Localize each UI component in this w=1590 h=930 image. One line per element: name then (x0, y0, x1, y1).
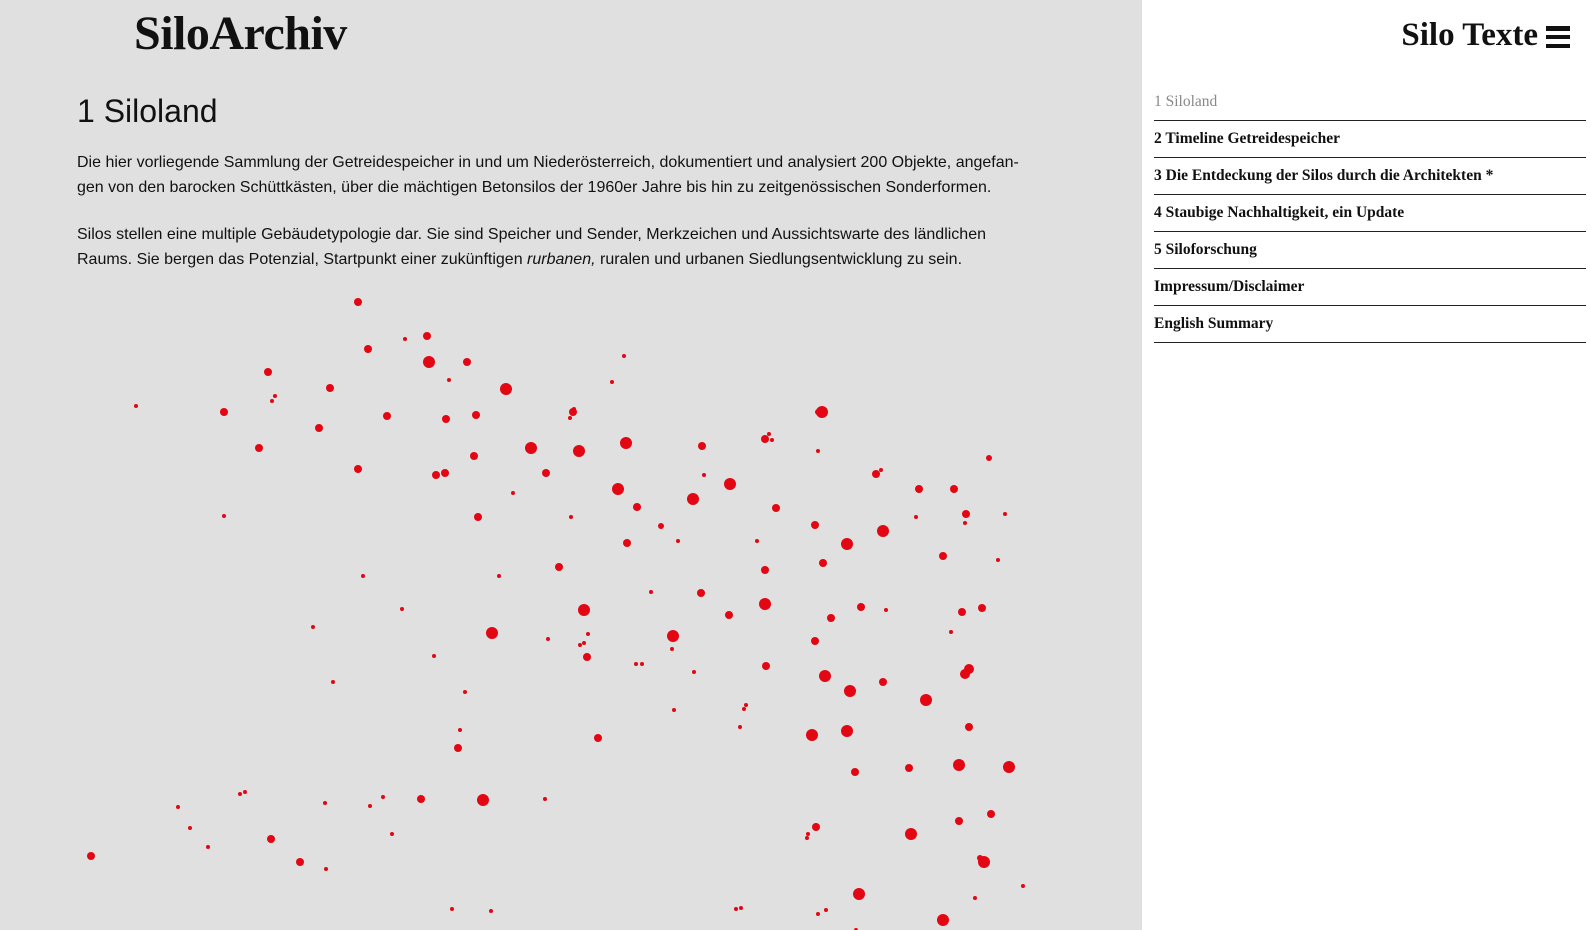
silo-location-dot[interactable] (364, 345, 372, 353)
paragraph-2-text: Silos stellen eine multiple Gebäudetypologie dar. Sie sind Speicher und Sender, Merkzeichen und Aussichtswarte des ländlichen Raums. Sie bergen das Potenzial, Startpunkt einer zukünftigen (77, 226, 986, 268)
silo-location-dot[interactable] (331, 680, 335, 684)
silo-location-dot[interactable] (255, 444, 263, 452)
silo-location-dot[interactable] (851, 768, 859, 776)
nav-item-siloforschung[interactable]: 5 Siloforschung (1154, 232, 1586, 269)
silo-location-dot[interactable] (296, 858, 304, 866)
silo-location-dot[interactable] (879, 468, 883, 472)
silo-location-dot[interactable] (805, 836, 809, 840)
silo-location-dot[interactable] (649, 590, 653, 594)
silo-location-dot[interactable] (361, 574, 365, 578)
silo-location-dot[interactable] (311, 625, 315, 629)
silo-location-dot[interactable] (497, 574, 501, 578)
silo-location-dot[interactable] (841, 538, 853, 550)
silo-location-dot[interactable] (324, 867, 328, 871)
silo-location-dot[interactable] (470, 452, 478, 460)
intro-text (77, 151, 1037, 295)
silo-location-dot[interactable] (676, 539, 680, 543)
silo-location-dot[interactable] (815, 409, 821, 415)
silo-location-dot[interactable] (742, 707, 746, 711)
silo-location-dot[interactable] (761, 435, 769, 443)
silo-location-dot[interactable] (950, 485, 958, 493)
silo-location-dot[interactable] (267, 835, 275, 843)
silo-location-dot[interactable] (176, 805, 180, 809)
silo-location-dot[interactable] (1003, 761, 1015, 773)
silo-location-dot[interactable] (734, 907, 738, 911)
silo-location-dot[interactable] (403, 337, 407, 341)
silo-location-dot[interactable] (383, 412, 391, 420)
silo-location-dot[interactable] (572, 407, 576, 411)
silo-location-dot[interactable] (670, 647, 674, 651)
silo-location-dot[interactable] (315, 424, 323, 432)
silo-location-dot[interactable] (811, 637, 819, 645)
silo-location-dot[interactable] (368, 804, 372, 808)
silo-location-dot[interactable] (633, 503, 641, 511)
silo-location-dot[interactable] (220, 408, 228, 416)
nav-item-english-summary[interactable]: English Summary (1154, 306, 1586, 343)
silo-location-dot[interactable] (724, 478, 736, 490)
silo-location-dot[interactable] (454, 744, 462, 752)
silo-location-dot[interactable] (905, 764, 913, 772)
silo-location-dot[interactable] (463, 690, 467, 694)
silo-location-dot[interactable] (672, 708, 676, 712)
silo-location-dot[interactable] (772, 504, 780, 512)
silo-location-dot[interactable] (222, 514, 226, 518)
silo-location-dot[interactable] (978, 604, 986, 612)
silo-location-dot[interactable] (958, 608, 966, 616)
site-logo[interactable]: SiloArchiv (134, 7, 347, 60)
chapter-title: 1 Siloland (77, 93, 218, 129)
silo-location-dot[interactable] (697, 589, 705, 597)
silo-location-dot[interactable] (441, 469, 449, 477)
silo-location-dot[interactable] (905, 828, 917, 840)
silo-location-dot[interactable] (243, 790, 247, 794)
silo-location-dot[interactable] (811, 521, 819, 529)
silo-location-dot[interactable] (738, 725, 742, 729)
silo-location-dot[interactable] (812, 823, 820, 831)
silo-location-dot[interactable] (806, 832, 810, 836)
silo-location-dot[interactable] (819, 559, 827, 567)
silo-location-dot[interactable] (326, 384, 334, 392)
silo-location-dot[interactable] (573, 445, 585, 457)
silo-location-dot[interactable] (610, 380, 614, 384)
silo-location-dot[interactable] (915, 485, 923, 493)
silo-location-dot[interactable] (634, 662, 638, 666)
silo-location-dot[interactable] (725, 611, 733, 619)
silo-location-dot[interactable] (543, 797, 547, 801)
paragraph-2-italic: rurbanen, (527, 250, 596, 268)
silo-location-dot[interactable] (841, 725, 853, 737)
silo-location-dot[interactable] (806, 729, 818, 741)
silo-location-dot[interactable] (824, 908, 828, 912)
silo-location-dot[interactable] (879, 678, 887, 686)
silo-location-dot[interactable] (578, 604, 590, 616)
silo-location-dot[interactable] (134, 404, 138, 408)
silo-location-dot[interactable] (623, 539, 631, 547)
silo-location-dot[interactable] (770, 438, 774, 442)
silo-location-dot[interactable] (949, 630, 953, 634)
silo-location-dot[interactable] (206, 845, 210, 849)
silo-location-dot[interactable] (569, 515, 573, 519)
paragraph-2-text-end: ruralen und urbanen Siedlungsentwicklung zu sein. (595, 250, 963, 268)
silo-location-dot[interactable] (953, 759, 965, 771)
silo-location-dot[interactable] (188, 826, 192, 830)
silo-location-dot[interactable] (612, 483, 624, 495)
silo-location-dot[interactable] (914, 515, 918, 519)
nav-item-entdeckung[interactable]: 3 Die Entdeckung der Silos durch die Architekten * (1154, 158, 1586, 195)
silo-location-dot[interactable] (857, 603, 865, 611)
silo-location-dot[interactable] (872, 470, 880, 478)
silo-location-dot[interactable] (1021, 884, 1025, 888)
silo-location-dot[interactable] (755, 539, 759, 543)
silo-location-dot[interactable] (542, 469, 550, 477)
silo-location-dot[interactable] (658, 523, 664, 529)
silo-location-dot[interactable] (417, 795, 425, 803)
silo-location-dot[interactable] (381, 795, 385, 799)
silo-location-dot[interactable] (583, 653, 591, 661)
sidebar (1142, 0, 1590, 930)
silo-location-dot[interactable] (511, 491, 515, 495)
silo-location-dot[interactable] (986, 455, 992, 461)
silo-location-dot[interactable] (423, 356, 435, 368)
silo-location-dot[interactable] (1003, 512, 1007, 516)
silo-location-dot[interactable] (816, 449, 820, 453)
silo-location-dot[interactable] (458, 728, 462, 732)
silo-location-dot[interactable] (474, 513, 482, 521)
silo-location-dot[interactable] (390, 832, 394, 836)
sidebar-title[interactable]: Silo Texte (1401, 17, 1538, 53)
silo-location-dot[interactable] (323, 801, 327, 805)
silo-location-dot[interactable] (486, 627, 498, 639)
silo-location-dot[interactable] (546, 637, 550, 641)
silo-location-dot[interactable] (973, 896, 977, 900)
silo-location-dot[interactable] (920, 694, 932, 706)
hamburger-menu-icon[interactable] (1546, 26, 1570, 48)
silo-location-dot[interactable] (594, 734, 602, 742)
intro-paragraph-1: Die hier vorliegende Sammlung der Getreidespeicher in und um Niederösterreich, dokumentiert und analysiert 200 Objekte, angefan-gen von den barocken Schüttkästen, über die mächtigen Betonsilos der 1960er Jahre bis hin zu zeitgenössischen Sonderformen. (77, 154, 1019, 196)
silo-location-dot[interactable] (264, 368, 272, 376)
silo-location-dot[interactable] (270, 399, 274, 403)
nav-item-timeline[interactable]: 2 Timeline Getreidespeicher (1154, 121, 1586, 158)
silo-location-dot[interactable] (447, 378, 451, 382)
silo-location-dot[interactable] (354, 465, 362, 473)
silo-location-dot[interactable] (463, 358, 471, 366)
silo-location-dot[interactable] (500, 383, 512, 395)
silo-location-dot[interactable] (702, 473, 706, 477)
silo-location-dot[interactable] (423, 332, 431, 340)
nav-item-siloland[interactable]: 1 Siloland (1154, 84, 1586, 121)
silo-location-dot[interactable] (960, 669, 970, 679)
silo-location-dot[interactable] (955, 817, 963, 825)
silo-location-dot[interactable] (819, 670, 831, 682)
silo-location-dot[interactable] (472, 411, 480, 419)
silo-location-dot[interactable] (761, 566, 769, 574)
silo-location-dot[interactable] (987, 810, 995, 818)
silo-location-dot[interactable] (354, 298, 362, 306)
silo-location-dot[interactable] (667, 630, 679, 642)
silo-location-dot[interactable] (432, 471, 440, 479)
silo-location-dot[interactable] (432, 654, 436, 658)
silo-location-dot[interactable] (640, 662, 644, 666)
sidebar-header[interactable] (1401, 14, 1570, 56)
silo-location-dot[interactable] (555, 563, 563, 571)
silo-location-dot[interactable] (816, 912, 820, 916)
silo-location-dot[interactable] (759, 598, 771, 610)
nav-item-nachhaltigkeit[interactable]: 4 Staubige Nachhaltigkeit, ein Update (1154, 195, 1586, 232)
silo-location-dot[interactable] (963, 521, 967, 525)
silo-location-dot[interactable] (442, 415, 450, 423)
silo-location-dot[interactable] (586, 632, 590, 636)
silo-location-dot[interactable] (489, 909, 493, 913)
silo-location-dot[interactable] (962, 510, 970, 518)
silo-location-dot[interactable] (853, 888, 865, 900)
silo-location-dot[interactable] (622, 354, 626, 358)
silo-location-dot[interactable] (937, 914, 949, 926)
silo-location-dot[interactable] (744, 703, 748, 707)
silo-location-dot[interactable] (844, 685, 856, 697)
chapter-nav (1154, 84, 1586, 343)
silo-location-dot[interactable] (687, 493, 699, 505)
silo-location-dot[interactable] (965, 723, 973, 731)
silo-location-dot[interactable] (698, 442, 706, 450)
silo-location-dot[interactable] (87, 852, 95, 860)
silo-location-dot[interactable] (568, 416, 572, 420)
silo-location-dot[interactable] (238, 792, 242, 796)
silo-location-dot[interactable] (827, 614, 835, 622)
silo-location-dot[interactable] (739, 906, 743, 910)
intro-paragraph-2 (77, 223, 1037, 272)
silo-location-dot[interactable] (450, 907, 454, 911)
silo-location-dot[interactable] (877, 525, 889, 537)
silo-location-dot[interactable] (692, 670, 696, 674)
silo-location-dot[interactable] (273, 394, 277, 398)
silo-location-dot[interactable] (996, 558, 1000, 562)
silo-location-dot[interactable] (767, 432, 771, 436)
silo-location-dot[interactable] (400, 607, 404, 611)
silo-location-dot[interactable] (762, 662, 770, 670)
silo-location-dot[interactable] (884, 608, 888, 612)
silo-location-dot[interactable] (939, 552, 947, 560)
silo-location-dot[interactable] (477, 794, 489, 806)
silo-location-dot[interactable] (578, 643, 582, 647)
silo-location-dot[interactable] (525, 442, 537, 454)
silo-location-dot[interactable] (977, 855, 983, 861)
silo-location-dot[interactable] (582, 641, 586, 645)
nav-item-impressum[interactable]: Impressum/Disclaimer (1154, 269, 1586, 306)
silo-location-dot[interactable] (620, 437, 632, 449)
